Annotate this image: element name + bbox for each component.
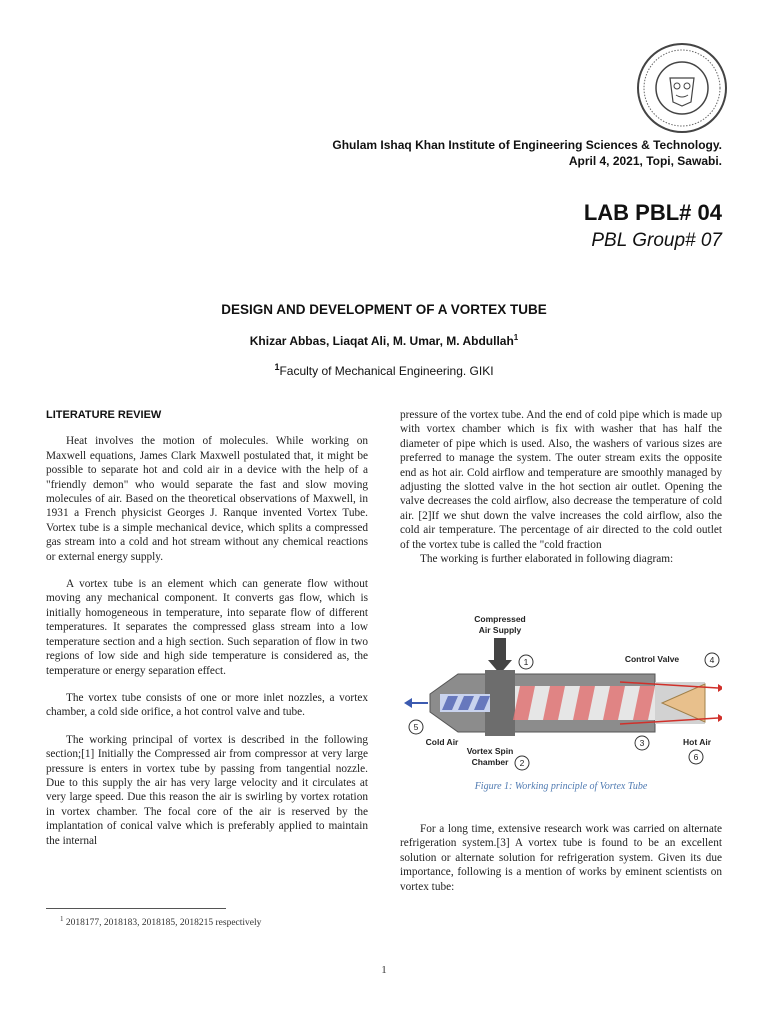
right-column (400, 408, 722, 566)
left-column (46, 408, 368, 848)
label-air-supply: Air Supply (478, 625, 522, 635)
marker-6: 6 (693, 752, 699, 762)
label-vortex-spin: Vortex Spin (466, 746, 514, 756)
group-title: PBL Group# 07 (591, 230, 722, 251)
author-list (0, 334, 768, 348)
marker-1: 1 (523, 657, 529, 667)
vortex-tube-diagram (400, 612, 722, 777)
affiliation-marker: 1 (274, 362, 280, 372)
footnote (60, 914, 262, 928)
marker-3: 3 (639, 738, 645, 748)
paragraph: pressure of the vortex tube. And the end of cold pipe which is made up with vortex chamber which is fix with washer that has half the diameter of pipe which is used. Also, the washers of various sizes are preferred to manage the system. The outer stream exits the opposite end as hot air. Cold airflow and temperature are smoothly managed by adjusting the slotted valve in the hot section air outlet. Opening the valve decreases the cold airflow, also decrease the temperature of cold air. [2]If we shut down the valve increases the cold airflow, also the cold air temperature. The percentage of air directed to the cold outlet of the vortex tube is called the "cold fraction (400, 409, 722, 551)
author-footnote-marker: 1 (513, 333, 519, 342)
authors-text: Khizar Abbas, Liaqat Ali, M. Umar, M. Abdullah (249, 334, 514, 348)
marker-4: 4 (709, 655, 715, 665)
marker-5: 5 (413, 722, 419, 732)
figure-caption: Figure 1: Working principle of Vortex Tube (474, 781, 648, 792)
right-column-continued (400, 822, 722, 894)
paragraph: A vortex tube is an element which can generate flow without moving any mechanical component. It converts gas flow, which is initially homogeneous in temperature, into separate flow of different temperatures. It separates the compressed glass stream into a low temperature section and a high section. Such separation of flow in two regions of low side and high side temperature is considered as, the temperature or energy separation effect. (46, 578, 368, 677)
paragraph: The working principal of vortex is described in the following section;[1] Initially the Compressed air from compressor at very large pressure is enters in vortex tube by passing from tangential nozzle. Due to this supply the air has very large velocity and it circulates at very large speed. Due this reason the air is swirling by vortex rotation in vortex chamber. The focal core of the air is reserved by the implantation of conical valve which is preferably applied to maintain the internal (46, 733, 368, 847)
footnote-text: 2018177, 2018183, 2018185, 2018215 respectively (63, 918, 262, 928)
affiliation-text: Faculty of Mechanical Engineering. GIKI (279, 364, 494, 378)
paragraph: The working is further elaborated in following diagram: (420, 553, 674, 566)
date-place: April 4, 2021, Topi, Sawabi. (568, 154, 722, 168)
university-seal-logo (636, 42, 728, 134)
institution-name: Ghulam Ishaq Khan Institute of Engineering Sciences & Technology. (332, 138, 722, 152)
marker-2: 2 (519, 758, 525, 768)
paragraph: For a long time, extensive research work was carried on alternate refrigeration system.[3] A vortex tube is found to be an excellent solution or alternate solution for refrigeration system. Given its due importance, following is a mention of works by eminent scientists on vortex tube: (400, 823, 722, 893)
label-compressed: Compressed (474, 614, 526, 624)
lab-title: LAB PBL# 04 (583, 200, 722, 225)
label-control-valve: Control Valve (624, 654, 680, 664)
section-heading: LITERATURE REVIEW (46, 409, 162, 421)
paragraph: Heat involves the motion of molecules. While working on Maxwell equations, James Clark Maxwell postulated that, it might be possible to separate hot and cold air in a device with the help of a "friendly demon" who would separate the fast and slow moving molecules of air. Based on the theoretical observations of Maxwell, in 1931 a French physicist Georges J. Ranque invented Vortex Tube. Vortex tube is a simple mechanical device, which splits a compressed gas stream into a cold and hot stream without any chemical reactions or external energy supply. (46, 435, 368, 563)
label-hot-air: Hot Air (682, 737, 712, 747)
page-number: 1 (381, 964, 387, 976)
paragraph: The vortex tube consists of one or more inlet nozzles, a vortex chamber, a cold side orifice, a hot control valve and tube. (46, 691, 368, 719)
footnote-marker: 1 (60, 914, 64, 923)
footnote-rule (46, 908, 226, 909)
paper-title: DESIGN AND DEVELOPMENT OF A VORTEX TUBE (221, 302, 547, 317)
label-cold-air: Cold Air (425, 737, 459, 747)
label-chamber: Chamber (471, 757, 509, 767)
affiliation (0, 364, 768, 378)
